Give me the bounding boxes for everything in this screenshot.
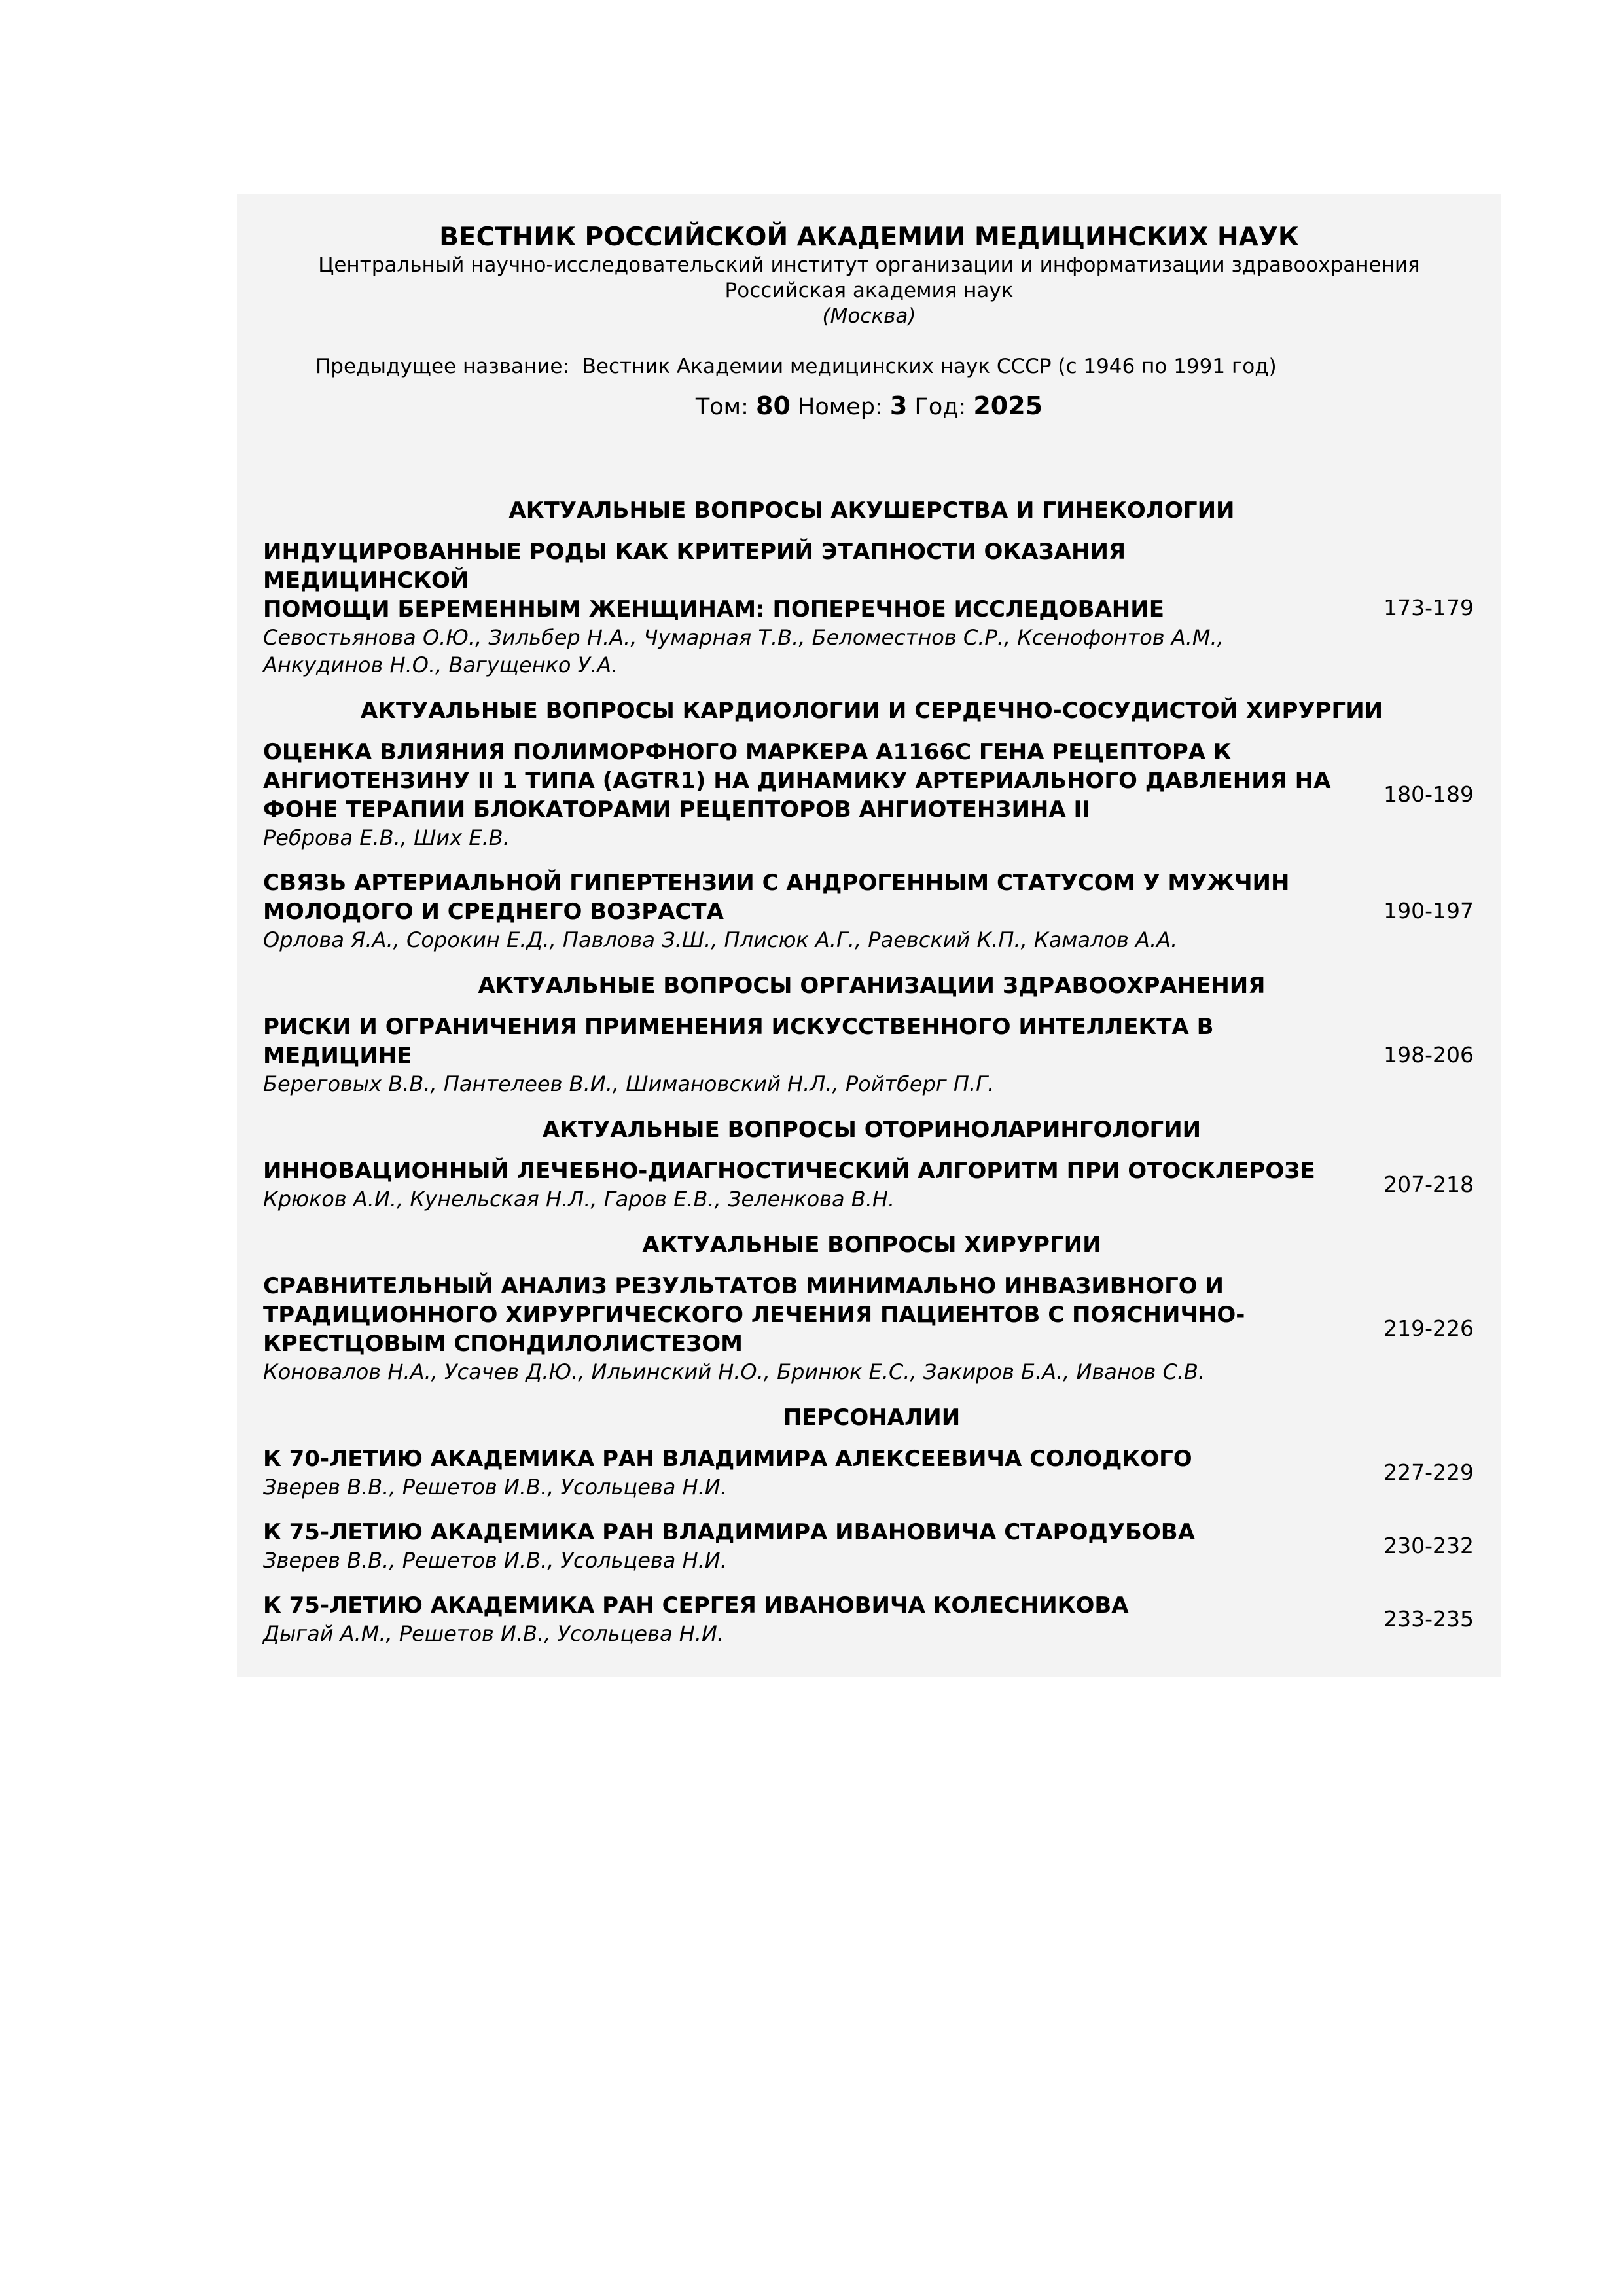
issue-info <box>237 391 1501 422</box>
volume-value: 80 <box>756 391 791 420</box>
article-authors-line: Севостьянова О.Ю., Зильбер Н.А., Чумарная Т.В., Беломестнов С.Р., Ксенофонтов А.М., <box>263 625 1224 650</box>
article-entry[interactable] <box>263 1444 1480 1501</box>
section-heading: АКТУАЛЬНЫЕ ВОПРОСЫ ОТОРИНОЛАРИНГОЛОГИИ <box>542 1117 1202 1143</box>
article-body <box>263 1518 1336 1574</box>
article-title-line[interactable]: ПОМОЩИ БЕРЕМЕННЫМ ЖЕНЩИНАМ: ПОПЕРЕЧНОЕ ИССЛЕДОВАНИЕ <box>263 596 1164 622</box>
article-title-line[interactable]: ТРАДИЦИОННОГО ХИРУРГИЧЕСКОГО ЛЕЧЕНИЯ ПАЦИЕНТОВ С ПОЯСНИЧНО- <box>263 1302 1245 1328</box>
article-authors-line: Крюков А.И., Кунельская Н.Л., Гаров Е.В., Зеленкова В.Н. <box>263 1187 895 1211</box>
article-body <box>263 537 1336 679</box>
article-authors-line: Реброва Е.В., Ших Е.В. <box>263 825 510 850</box>
table-of-contents-panel <box>237 194 1501 1677</box>
section-heading: АКТУАЛЬНЫЕ ВОПРОСЫ ХИРУРГИИ <box>642 1232 1101 1258</box>
article-pages: 233-235 <box>1383 1606 1474 1632</box>
article-title-line[interactable]: КРЕСТЦОВЫМ СПОНДИЛОЛИСТЕЗОМ <box>263 1331 743 1357</box>
previous-name-label: Предыдущее название: <box>315 355 569 378</box>
article-body <box>263 869 1336 954</box>
article-authors-line: Зверев В.В., Решетов И.В., Усольцева Н.И. <box>263 1548 727 1573</box>
section-heading: АКТУАЛЬНЫЕ ВОПРОСЫ ОРГАНИЗАЦИИ ЗДРАВООХРАНЕНИЯ <box>478 973 1266 999</box>
number-label: Номер: <box>798 394 883 420</box>
article-entry[interactable] <box>263 1272 1480 1386</box>
year-value: 2025 <box>973 391 1043 420</box>
institute-name: Центральный научно-исследовательский институт организации и информатизации здравоохранения <box>318 253 1420 277</box>
article-entry[interactable] <box>263 1591 1480 1647</box>
article-pages: 227-229 <box>1383 1460 1474 1485</box>
article-authors-line: Береговых В.В., Пантелеев В.И., Шимановский Н.Л., Ройтберг П.Г. <box>263 1071 995 1096</box>
article-authors-line: Коновалов Н.А., Усачев Д.Ю., Ильинский Н.О., Бринюк Е.С., Закиров Б.А., Иванов С.В. <box>263 1359 1205 1384</box>
article-entry[interactable] <box>263 1157 1480 1213</box>
article-pages: 198-206 <box>1383 1042 1474 1067</box>
article-title-line[interactable]: АНГИОТЕНЗИНУ II 1 ТИПА (AGTR1) НА ДИНАМИКУ АРТЕРИАЛЬНОГО ДАВЛЕНИЯ НА <box>263 768 1331 794</box>
article-pages: 219-226 <box>1383 1316 1474 1341</box>
article-title-line[interactable]: ИННОВАЦИОННЫЙ ЛЕЧЕБНО-ДИАГНОСТИЧЕСКИЙ АЛГОРИТМ ПРИ ОТОСКЛЕРОЗЕ <box>263 1158 1315 1184</box>
article-title-line[interactable]: СРАВНИТЕЛЬНЫЙ АНАЛИЗ РЕЗУЛЬТАТОВ МИНИМАЛЬНО ИНВАЗИВНОГО И <box>263 1273 1224 1299</box>
article-pages: 207-218 <box>1383 1172 1474 1197</box>
article-title-line[interactable]: СВЯЗЬ АРТЕРИАЛЬНОЙ ГИПЕРТЕНЗИИ С АНДРОГЕННЫМ СТАТУСОМ У МУЖЧИН <box>263 870 1290 896</box>
article-entry[interactable] <box>263 1518 1480 1574</box>
article-body <box>263 1272 1336 1386</box>
article-body <box>263 1444 1336 1501</box>
article-title-line[interactable]: ИНДУЦИРОВАННЫЕ РОДЫ КАК КРИТЕРИЙ ЭТАПНОСТИ ОКАЗАНИЯ МЕДИЦИНСКОЙ <box>263 539 1126 594</box>
article-body <box>263 1013 1336 1098</box>
article-title-line[interactable]: К 70-ЛЕТИЮ АКАДЕМИКА РАН ВЛАДИМИРА АЛЕКСЕЕВИЧА СОЛОДКОГО <box>263 1446 1192 1472</box>
article-body <box>263 738 1336 852</box>
article-body <box>263 1591 1336 1647</box>
article-entry[interactable] <box>263 1013 1480 1098</box>
article-authors-line: Зверев В.В., Решетов И.В., Усольцева Н.И. <box>263 1475 727 1499</box>
article-pages: 180-189 <box>1383 781 1474 807</box>
city: (Москва) <box>822 304 916 328</box>
article-title-line[interactable]: ОЦЕНКА ВЛИЯНИЯ ПОЛИМОРФНОГО МАРКЕРА A1166C ГЕНА РЕЦЕПТОРА К <box>263 739 1232 765</box>
previous-name <box>315 353 1277 380</box>
article-title-line[interactable]: МОЛОДОГО И СРЕДНЕГО ВОЗРАСТА <box>263 899 724 925</box>
section-heading: ПЕРСОНАЛИИ <box>783 1405 961 1431</box>
article-pages: 230-232 <box>1383 1533 1474 1558</box>
article-body <box>263 1157 1336 1213</box>
article-pages: 173-179 <box>1383 595 1474 620</box>
article-authors-line: Анкудинов Н.О., Вагущенко У.А. <box>263 653 618 677</box>
article-entry[interactable] <box>263 738 1480 852</box>
article-authors-line: Дыгай А.М., Решетов И.В., Усольцева Н.И. <box>263 1621 724 1646</box>
year-label: Год: <box>914 394 967 420</box>
article-title-line[interactable]: МЕДИЦИНЕ <box>263 1043 412 1069</box>
academy-name: Российская академия наук <box>724 279 1014 302</box>
article-title-line[interactable]: РИСКИ И ОГРАНИЧЕНИЯ ПРИМЕНЕНИЯ ИСКУССТВЕННОГО ИНТЕЛЛЕКТА В <box>263 1014 1214 1040</box>
toc-list <box>263 495 1480 1664</box>
journal-title: ВЕСТНИК РОССИЙСКОЙ АКАДЕМИИ МЕДИЦИНСКИХ НАУК <box>439 223 1299 252</box>
article-pages: 190-197 <box>1383 898 1474 924</box>
article-title-line[interactable]: К 75-ЛЕТИЮ АКАДЕМИКА РАН СЕРГЕЯ ИВАНОВИЧА КОЛЕСНИКОВА <box>263 1592 1129 1619</box>
article-entry[interactable] <box>263 537 1480 679</box>
section-heading: АКТУАЛЬНЫЕ ВОПРОСЫ КАРДИОЛОГИИ И СЕРДЕЧНО-СОСУДИСТОЙ ХИРУРГИИ <box>360 698 1383 724</box>
article-title-line[interactable]: К 75-ЛЕТИЮ АКАДЕМИКА РАН ВЛАДИМИРА ИВАНОВИЧА СТАРОДУБОВА <box>263 1519 1196 1545</box>
article-entry[interactable] <box>263 869 1480 954</box>
volume-label: Том: <box>695 394 749 420</box>
section-heading: АКТУАЛЬНЫЕ ВОПРОСЫ АКУШЕРСТВА И ГИНЕКОЛОГИИ <box>508 497 1235 524</box>
previous-name-value: Вестник Академии медицинских наук СССР (с 1946 по 1991 год) <box>582 355 1277 378</box>
article-authors-line: Орлова Я.А., Сорокин Е.Д., Павлова З.Ш., Плисюк А.Г., Раевский К.П., Камалов А.А. <box>263 927 1178 952</box>
article-title-line[interactable]: ФОНЕ ТЕРАПИИ БЛОКАТОРАМИ РЕЦЕПТОРОВ АНГИОТЕНЗИНА II <box>263 797 1090 823</box>
number-value: 3 <box>889 391 908 420</box>
